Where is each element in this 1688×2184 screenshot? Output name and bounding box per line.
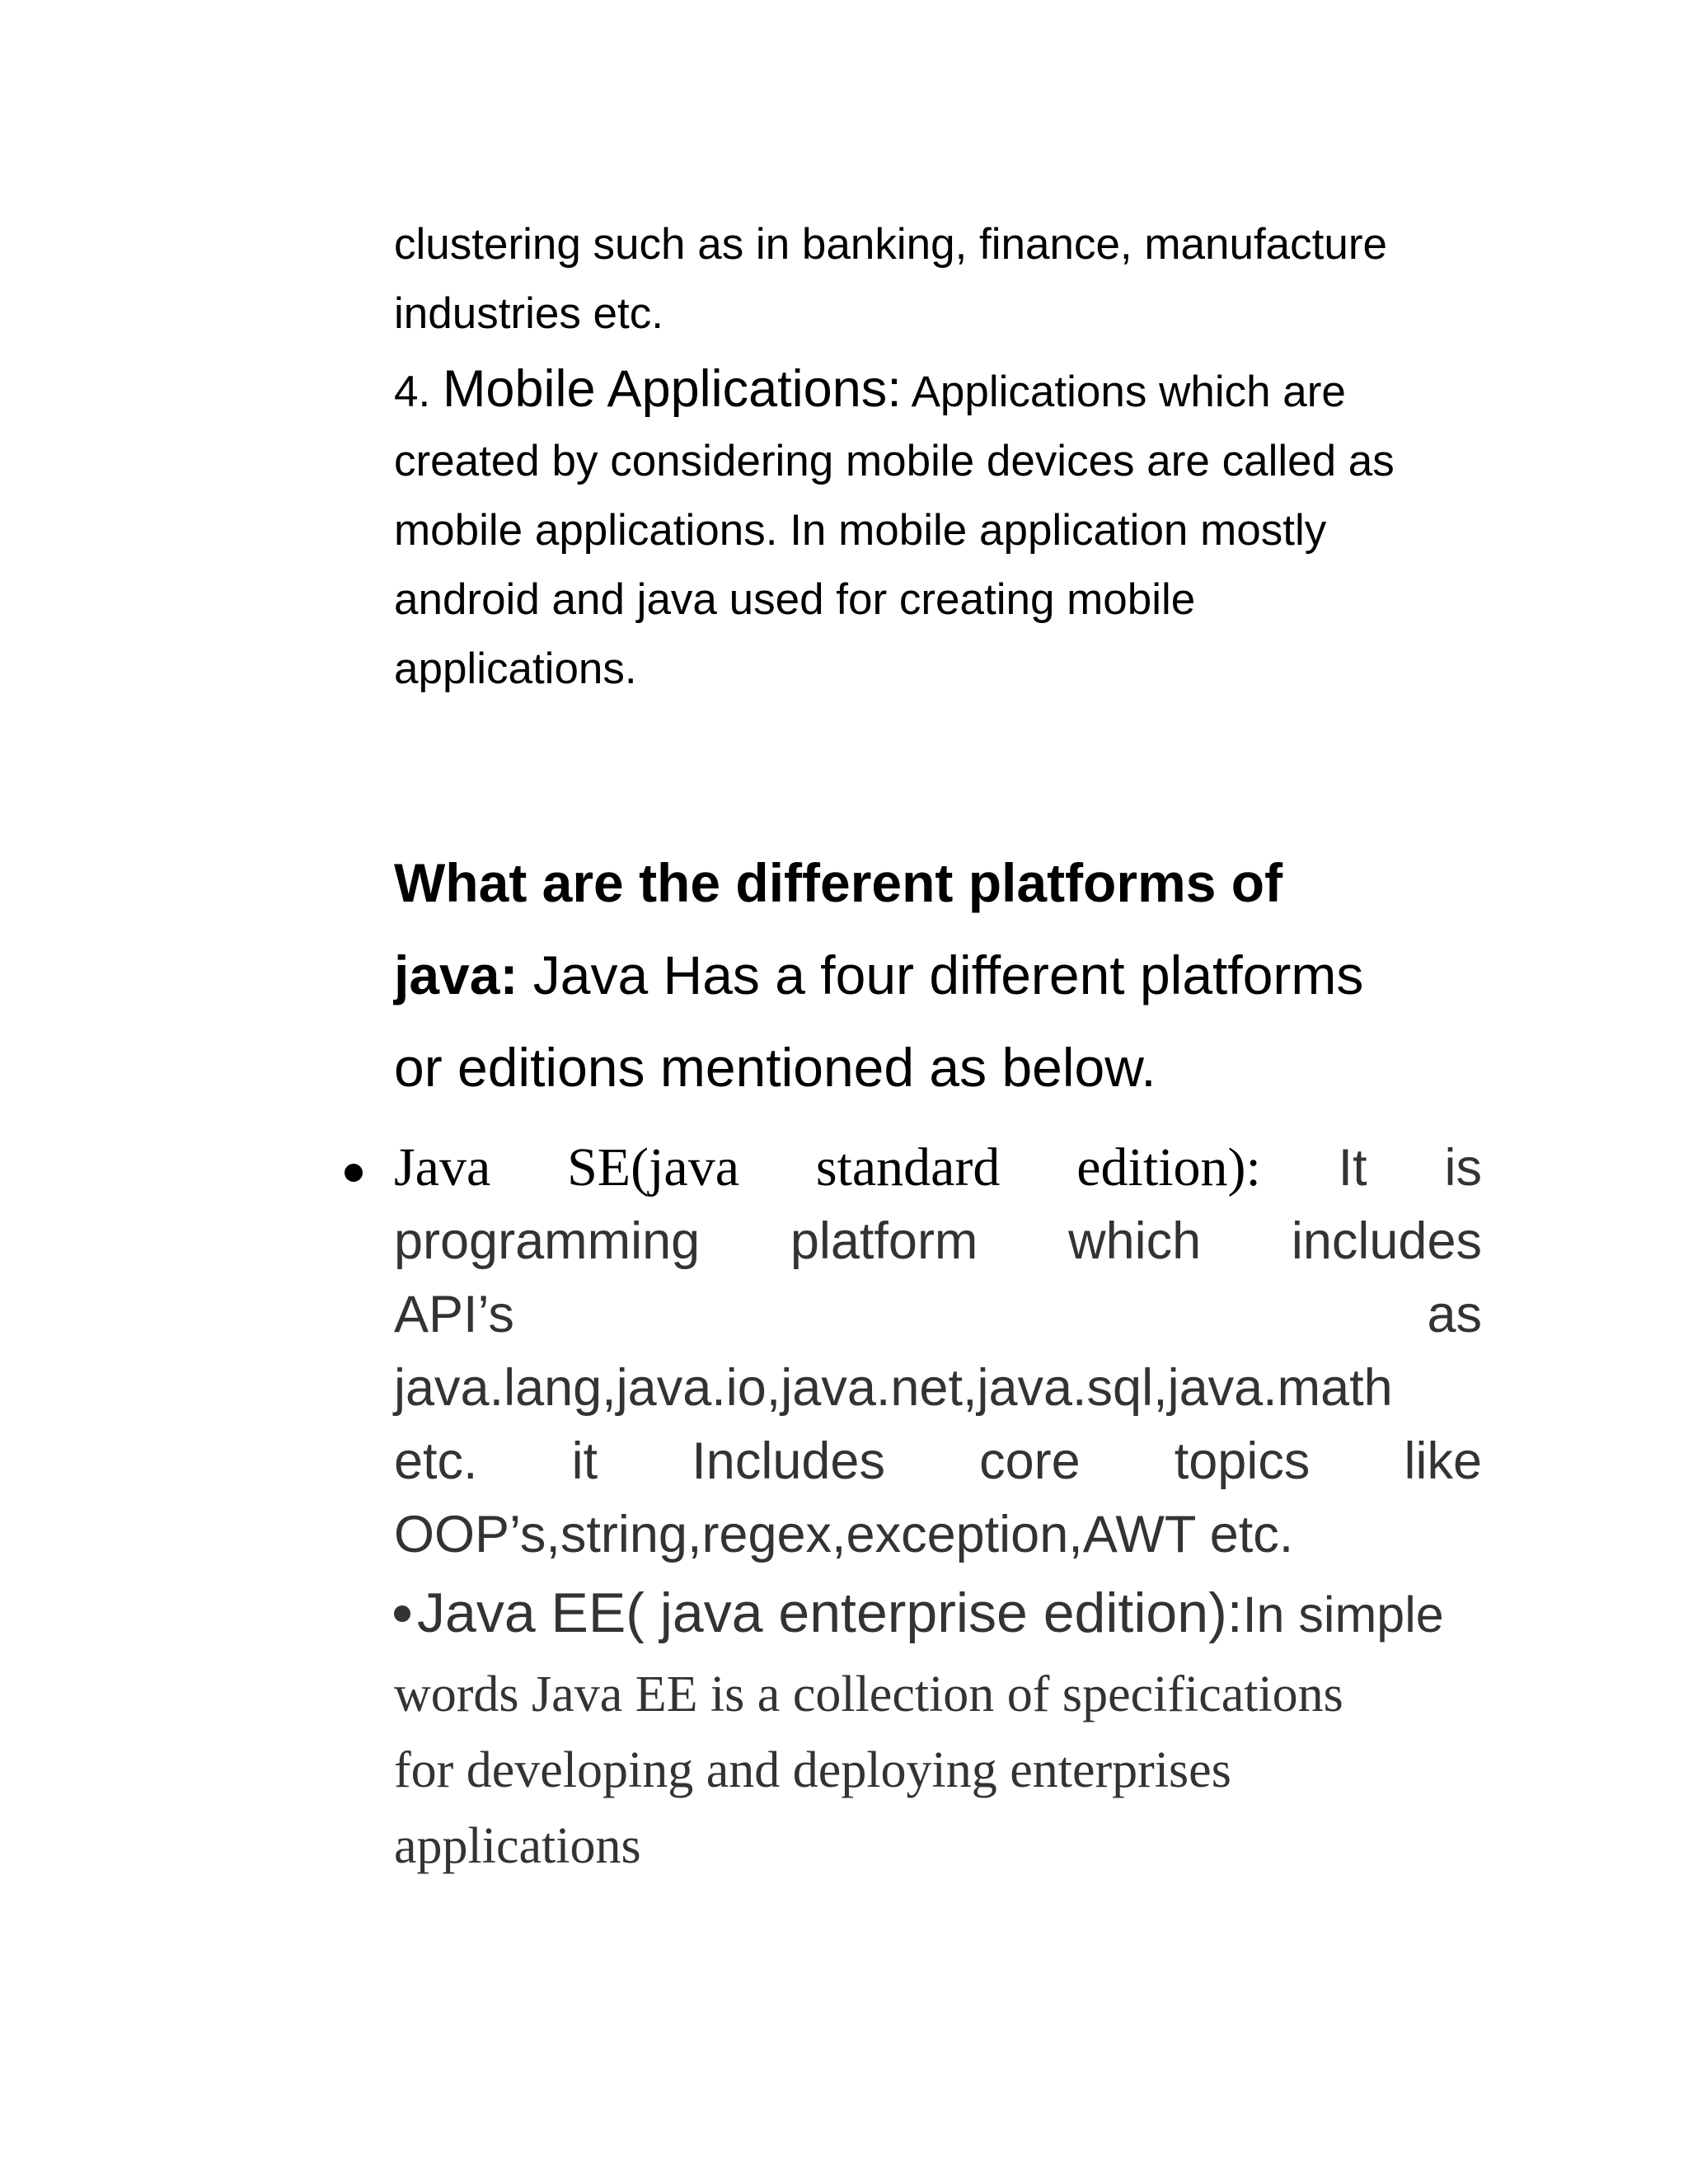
item-text: It is <box>1338 1139 1482 1197</box>
text-line: for developing and deploying enterprises <box>394 1742 1231 1798</box>
text-line: OOP’s,string,regex,exception,AWT etc. <box>394 1506 1294 1563</box>
bullet-icon <box>394 1605 410 1622</box>
text-line: created by considering mobile devices are called as <box>394 437 1395 485</box>
text-line: android and java used for creating mobile <box>394 575 1196 624</box>
java-ee-bullet <box>394 1574 1482 1654</box>
text-line: programming platform which includes <box>394 1212 1482 1270</box>
item-term: Mobile Applications: <box>442 360 902 418</box>
text-line: industries etc. <box>394 289 663 338</box>
text-line: words Java EE is a collection of specifications <box>394 1666 1343 1722</box>
text-line: applications <box>394 1818 641 1874</box>
heading-term: java: <box>394 944 518 1005</box>
text-line: java.lang,java.io,java.net,java.sql,java.math <box>394 1359 1393 1417</box>
text-line: clustering such as in banking, finance, manufacture <box>394 220 1387 269</box>
text-line <box>394 354 1482 427</box>
platforms-heading <box>394 837 1482 1113</box>
continued-paragraph <box>394 210 1482 349</box>
text-line: applications. <box>394 644 637 693</box>
text-line: etc. it Includes core topics like <box>394 1432 1482 1490</box>
item-text: In simple <box>1242 1586 1444 1643</box>
java-se-term: Java SE(java standard edition): <box>394 1137 1261 1197</box>
text-line: mobile applications. In mobile application mostly <box>394 506 1327 555</box>
java-ee-description <box>394 1657 1482 1884</box>
text-line <box>394 1131 1482 1205</box>
bullet-icon <box>345 1164 363 1182</box>
java-ee-term: Java EE( java enterprise edition): <box>417 1582 1243 1644</box>
heading-line: or editions mentioned as below. <box>394 1037 1156 1098</box>
item-number: 4. <box>394 368 431 416</box>
heading-text: Java Has a four different platforms <box>532 944 1364 1005</box>
java-se-bullet <box>394 1131 1482 1572</box>
heading-line: What are the different platforms of <box>394 852 1283 913</box>
heading-line <box>394 929 1482 1021</box>
item-text: Applications which are <box>911 368 1346 416</box>
mobile-applications-paragraph <box>394 354 1482 704</box>
text-line: API’s as <box>394 1286 1482 1343</box>
